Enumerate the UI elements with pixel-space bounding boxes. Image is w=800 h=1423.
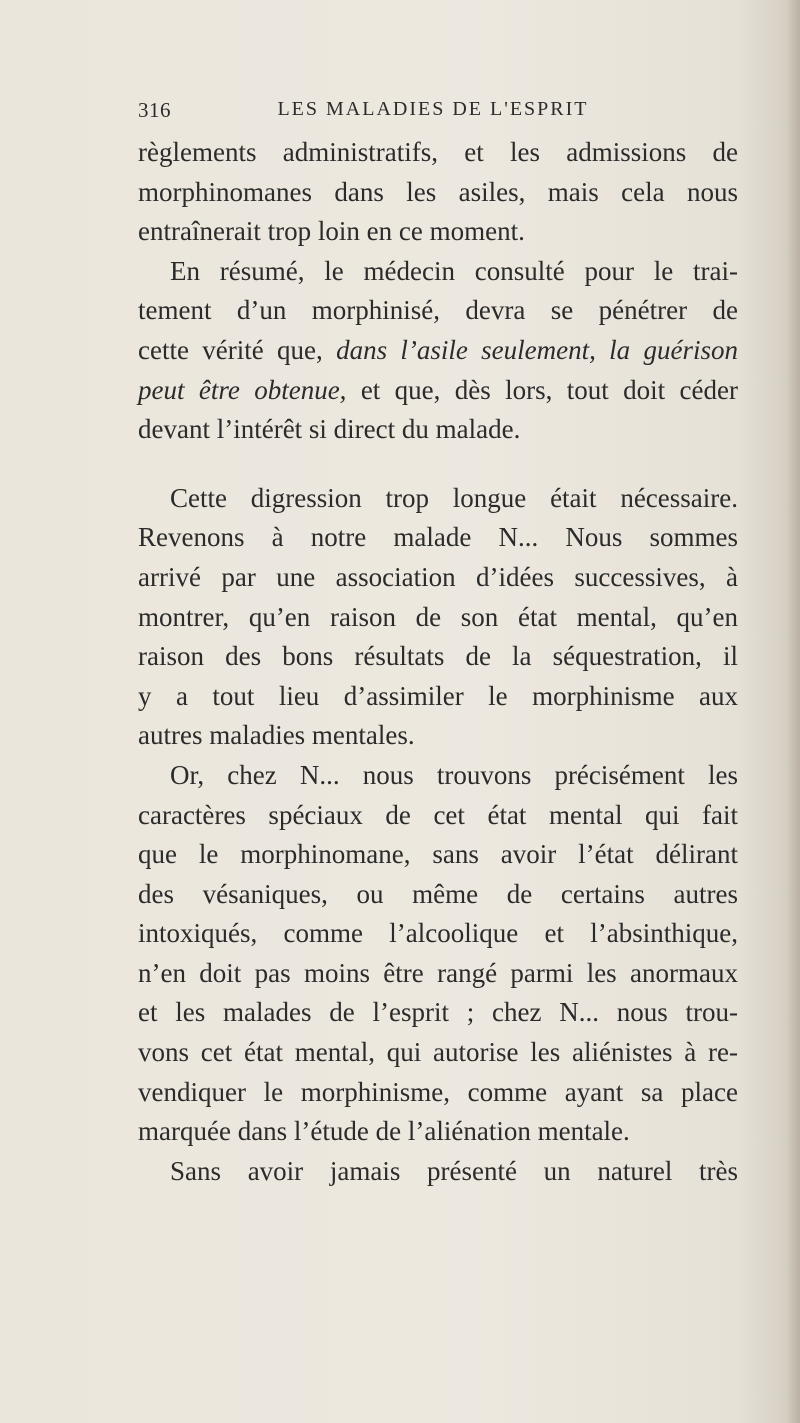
text-line: y a tout lieu d’assimiler le morphinisme aux (138, 680, 738, 711)
page-number: 316 (138, 98, 171, 122)
text-line: tement d’un morphinisé, devra se pénétrer de (138, 295, 738, 326)
text-line: En résumé, le médecin consulté pour le trai- (170, 255, 738, 286)
text-line: Revenons à notre malade N... Nous sommes (138, 522, 738, 553)
running-title: LES MALADIES DE L'ESPRIT (277, 98, 589, 120)
running-header (138, 98, 698, 134)
text-line: des vésaniques, ou même de certains autres (138, 878, 738, 909)
emphasis: peut être obtenue, (138, 374, 347, 405)
text-line: et les malades de l’esprit ; chez N... nous trou- (138, 997, 738, 1028)
text-line: raison des bons résultats de la séquestration, il (138, 641, 738, 672)
text-line: autres maladies mentales. (138, 720, 415, 751)
text-line: peut être obtenue, et que, dès lors, tout doit céder (138, 374, 738, 405)
text-line: n’en doit pas moins être rangé parmi les anormaux (138, 957, 738, 988)
body-text (138, 133, 738, 1191)
text-line: entraînerait trop loin en ce moment. (138, 216, 525, 247)
text-line: vendiquer le morphinisme, comme ayant sa place (138, 1076, 738, 1107)
text-line: cette vérité que, dans l’asile seulement, la guérison (138, 334, 738, 365)
text-line: arrivé par une association d’idées successives, à (138, 561, 738, 592)
text-line: Sans avoir jamais présenté un naturel très (170, 1155, 738, 1186)
emphasis: dans l’asile seulement, la guérison (336, 334, 738, 365)
text-line: Cette digression trop longue était nécessaire. (170, 482, 738, 513)
text-line: caractères spéciaux de cet état mental qui fait (138, 799, 738, 830)
text-line: vons cet état mental, qui autorise les aliénistes à re- (138, 1037, 738, 1068)
text-line: Or, chez N... nous trouvons précisément les (170, 759, 738, 790)
text-line: intoxiqués, comme l’alcoolique et l’absinthique, (138, 918, 738, 949)
text-line: devant l’intérêt si direct du malade. (138, 414, 521, 445)
page-edge-shadow (786, 0, 800, 1423)
text-line: marquée dans l’étude de l’aliénation mentale. (138, 1116, 630, 1147)
text-line: que le morphinomane, sans avoir l’état délirant (138, 839, 738, 870)
text-line: morphinomanes dans les asiles, mais cela nous (138, 176, 738, 207)
text-line: montrer, qu’en raison de son état mental, qu’en (138, 601, 738, 632)
text-line: règlements administratifs, et les admissions de (138, 137, 738, 167)
